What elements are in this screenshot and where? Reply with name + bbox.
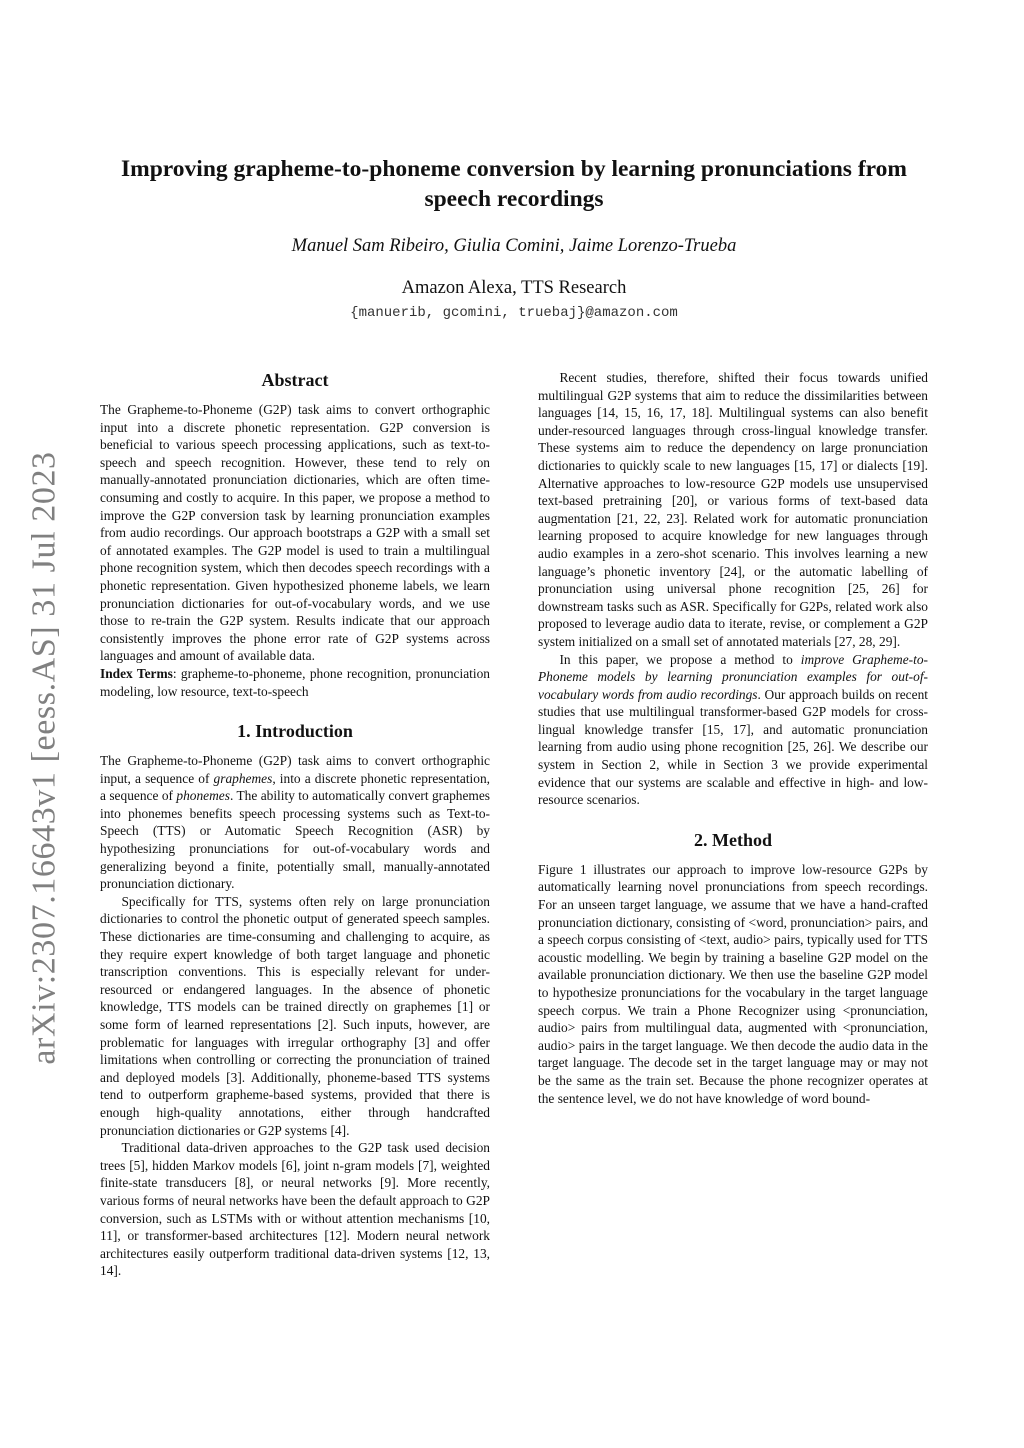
intro-paragraph-3: Traditional data-driven approaches to the G2P task used decision trees [5], hidden Markov models [6], joint n-gram models [7], weighted finite-state transducers [8], or neural networks [9]. More recently, various forms of neural networks have been the default approach to G2P conversion, such as LSTMs with or without attention mechanisms [10, 11], or transformer-based architectures [12]. Modern neural network architectures easily outperform traditional data-driven systems [12, 13, 14]. [100,1140,490,1279]
method-heading: 2. Method [694,829,772,850]
arxiv-identifier-text: arXiv:2307.16643v1 [eess.AS] 31 Jul 2023 [26,451,64,1065]
method-paragraph-1: Figure 1 illustrates our approach to improve low-resource G2Ps by automatically learning novel pronunciations from speech recordings. For an unseen target language, we assume that we have a hand-crafted pronunciation dictionary, consisting of <word, pronunciation> pairs, and a speech corpus consisting of <text, audio> pairs, typically used for TTS acoustic modelling. We begin by training a baseline G2P model on the available pronunciation dictionary. We then use the baseline G2P model to hypothesize pronunciations for the vocabulary in the target language speech corpus. We train a Phone Recognizer using <pronunciation, audio> pairs from multilingual data, augmented with <pronunciation, audio> pairs in the target language. We then decode the audio data in the target language. The decode set in the target language may or may not be the same as the train set. Because the phone recognizer operates at the sentence level, we do not have knowledge of word bound- [538,861,928,1106]
index-terms-text: : grapheme-to-phoneme, phone recognition, pronunciation modeling, low resource, text-to-speech [100,665,490,699]
intro-p1-text-c: . The ability to automatically convert graphemes into phonemes benefits speech processing systems such as Text-to-Speech (TTS) or Automatic Speech Recognition (ASR) by hypothesizing pronunciations for out-of-vocabulary words and generalizing beyond a finite, potentially small, manually-annotated pronunciation dictionary. [100,788,490,892]
intro-p1-emphasis-phonemes: phonemes [176,788,230,804]
intro-p1-text-b: , into a discrete phonetic representation, a sequence of [100,770,490,804]
abstract-heading: Abstract [261,370,329,390]
intro-paragraph-4: Recent studies, therefore, shifted their focus towards unified multilingual G2P systems that aim to reduce the dissimilarities between languages [14, 15, 16, 17, 18]. Multilingual systems can also benefit under-resourced languages through cross-lingual knowledge transfer. These systems aim to reduce the dependency on large pronunciation dictionaries to quickly scale to new languages [15, 17] or dialects [19]. Alternative approaches to low-resource G2P models use unsupervised text-based pretraining [20], or various forms of text-based data augmentation [21, 22, 23]. Related work for automatic pronunciation learning proposed to acquire knowledge for new languages through audio examples in a zero-shot scenario. This involves learning a new language’s phonetic inventory [24], or the automatic labelling of pronunciation using universal phone recognition [25, 26] for downstream tasks such as ASR. Specifically for G2Ps, related work also proposed to leverage audio data to iterate, revise, or complement a G2P system initialized on a small set of annotated materials [27, 28, 29]. [538,370,928,649]
intro-paragraph-5 [538,651,928,809]
intro-paragraph-2: Specifically for TTS, systems often rely on large pronunciation dictionaries to control the phonetic output of generated speech samples. These dictionaries are time-consuming and challenging to acquire, as they require expert knowledge of both target language and phonetic transcription conventions. This is especially relevant for under-resourced or endangered languages. In the absence of phonetic knowledge, TTS models can be trained directly on graphemes [1] or some form of learned representations [2]. Such inputs, however, are problematic for languages with irregular orthography [3] and offer limitations when controlling or correcting the pronunciation of trained and deployed models [3]. Additionally, phoneme-based TTS systems tend to outperform grapheme-based systems, provided that there is enough high-quality annotations, either through handcrafted pronunciation dictionaries or G2P systems [4]. [100,893,490,1138]
intro-p5-text-a: In this paper, we propose a method to [559,651,801,667]
intro-p1-text-a: The Grapheme-to-Phoneme (G2P) task aims to convert orthographic input, a sequence of [100,753,490,786]
paper-title: Improving grapheme-to-phoneme conversion by learning pronunciations from speech recordings [121,156,907,212]
index-terms-label: Index Terms [100,665,173,681]
index-terms [100,665,490,700]
intro-p1-emphasis-graphemes: graphemes [213,770,273,786]
paper-affiliation: Amazon Alexa, TTS Research [401,278,627,298]
paper-authors: Manuel Sam Ribeiro, Giulia Comini, Jaime Lorenzo-Trueba [291,236,737,256]
introduction-heading: 1. Introduction [237,721,353,742]
intro-p5-text-b: . Our approach builds on recent studies that use multilingual transformer-based G2P models for cross-lingual knowledge transfer [15, 17], and automatic pronunciation learning from audio using phone recognition [25, 26]. We describe our system in Section 2, while in Section 3 we provide experimental evidence that our systems are scalable and effective in high- and low-resource scenarios. [538,686,928,808]
left-column [100,369,490,1280]
intro-paragraph-1 [100,752,490,893]
arxiv-identifier [22,452,68,1064]
intro-p5-emphasis: improve Grapheme-to-Phoneme models by learning pronunciation examples for out-of-vocabulary words from audio recordings [538,651,928,702]
right-column [538,369,928,1107]
abstract-text: The Grapheme-to-Phoneme (G2P) task aims to convert orthographic input into a discrete phonetic representation. G2P conversion is beneficial to various speech processing applications, such as text-to-speech and speech recognition. However, these tend to rely on manually-annotated pronunciation dictionaries, which are often time-consuming and costly to acquire. In this paper, we propose a method to improve the G2P conversion task by learning pronunciation examples from audio recordings. Our approach bootstraps a G2P with a small set of annotated examples. The G2P model is used to train a multilingual phone recognition system, which then decodes speech recordings with a phonetic representation. Given hypothesized phoneme labels, we learn pronunciation dictionaries for out-of-vocabulary words, and we use those to re-train the G2P system. Results indicate that our approach consistently improves the phone error rate of G2P systems across languages and amount of available data. [100,402,490,664]
paper-email: {manuerib, gcomini, truebaj}@amazon.com [350,305,678,321]
